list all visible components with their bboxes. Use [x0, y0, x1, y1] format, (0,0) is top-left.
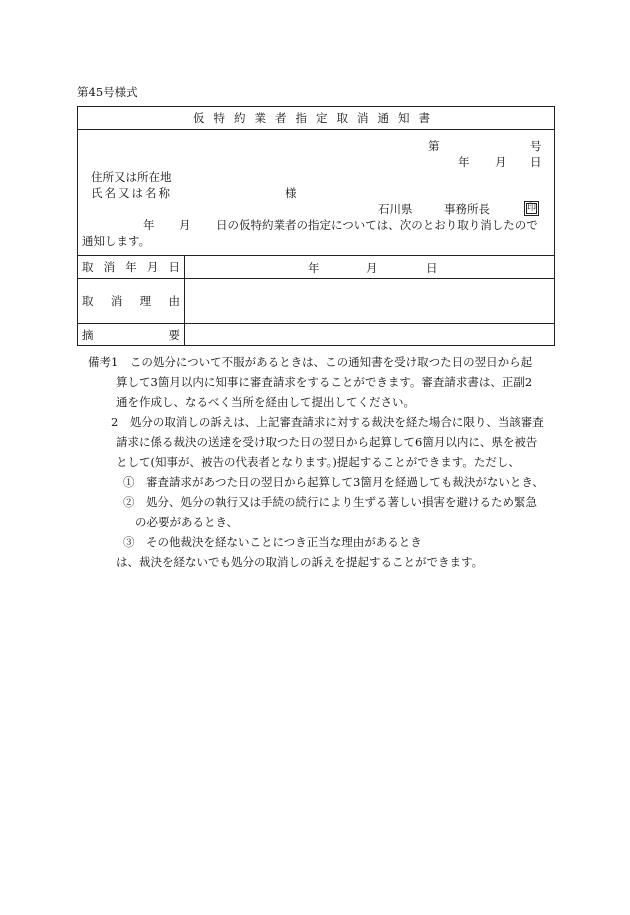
- label-char: 取: [82, 293, 94, 308]
- label-char: 消: [110, 293, 123, 308]
- note-line: 請求に係る裁決の送達を受け取つた日の翌日から起算して6箇月以内に、県を被告: [116, 435, 538, 449]
- prefecture-name: 石川県: [378, 202, 413, 216]
- column-divider: [184, 255, 185, 346]
- name-label: 氏名又は名称: [91, 186, 172, 200]
- note-line: ③ その他裁決を経ないことにつき正当な理由があるとき: [123, 535, 422, 549]
- label-char: 年: [125, 259, 137, 274]
- issue-month: 月: [495, 155, 507, 169]
- body-year: 年: [143, 218, 155, 232]
- issue-year: 年: [458, 155, 470, 169]
- seal-mark: 印: [527, 203, 537, 213]
- cancel-day: 日: [426, 261, 438, 275]
- label-char: 月: [146, 259, 159, 274]
- note-line: 算して3箇月以内に知事に審査請求をすることができます。審査請求書は、正副2: [116, 375, 533, 389]
- notes-section: [88, 352, 558, 572]
- note-line: 2 処分の取消しの訴えは、上記審査請求に対する裁決を経た場合に限り、当該審査: [111, 415, 544, 429]
- body-month: 月: [179, 218, 191, 232]
- issue-day: 日: [530, 155, 542, 169]
- seal-box: [524, 201, 539, 216]
- note-line: の必要があるとき、: [135, 515, 239, 529]
- body-text-line2: 通知します。: [82, 234, 151, 248]
- note-line: は、裁決を経ないでも処分の取消しの訴えを提起することができます。: [116, 555, 484, 569]
- note-line: ② 処分、処分の執行又は手続の続行により生ずる著しい損害を避けるため緊急: [123, 495, 537, 509]
- notice-form: [77, 106, 555, 346]
- label-char: 取: [82, 259, 94, 274]
- cancel-month: 月: [366, 261, 378, 275]
- label-char: 消: [103, 259, 116, 274]
- label-char: 要: [168, 327, 180, 342]
- honorific: 様: [285, 186, 297, 200]
- cancel-date-label: [82, 255, 180, 278]
- cancel-reason-label: [82, 278, 180, 323]
- divider: [78, 129, 554, 130]
- cancel-year: 年: [308, 261, 320, 275]
- office-title: 事務所長: [444, 202, 490, 216]
- number-suffix: 号: [530, 139, 542, 153]
- note-line: ① 審査請求があつた日の翌日から起算して3箇月を経過しても裁決がないとき、: [123, 475, 544, 489]
- note-line: 通を作成し、なるべく当所を経由して提出してください。: [116, 395, 415, 409]
- form-number: 第45号様式: [77, 85, 138, 99]
- label-char: 由: [168, 293, 180, 308]
- remarks-label: [82, 323, 180, 346]
- number-prefix: 第: [428, 139, 440, 153]
- address-label: 住所又は所在地: [91, 170, 172, 184]
- label-char: 摘: [82, 327, 94, 342]
- body-text-line1: 日の仮特約業者の指定については、次のとおり取り消したので: [216, 218, 538, 232]
- label-char: 日: [168, 259, 180, 274]
- note-line: 備考1 この処分について不服があるときは、この通知書を受け取つた日の翌日から起: [88, 355, 533, 369]
- form-title: 仮特約業者指定取消通知書: [193, 111, 439, 125]
- note-line: として(知事が、被告の代表者となります。)提起することができます。ただし、: [116, 455, 520, 469]
- label-char: 理: [139, 293, 152, 308]
